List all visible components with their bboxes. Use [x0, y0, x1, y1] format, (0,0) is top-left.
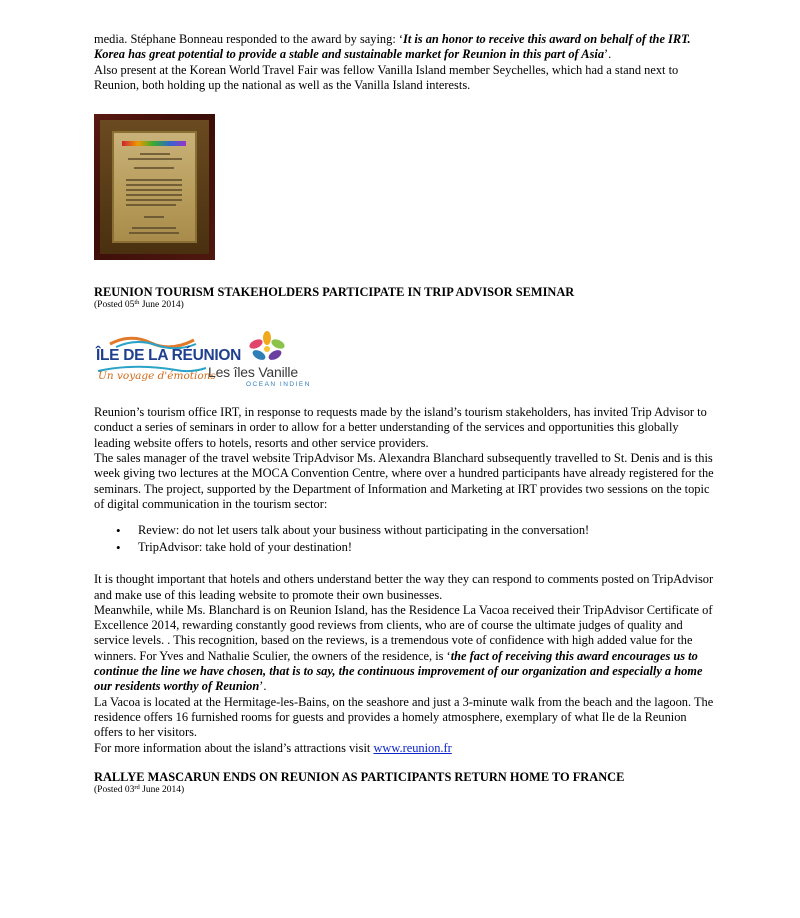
les-iles-vanille-logo: [208, 331, 326, 391]
article-posted-date: (Posted 03rd June 2014): [94, 783, 185, 795]
intro-quote: It is an honor to receive this award on behalf of the IRT. Korea has great potential to provide a stable and sustainable market for Reunion in this part of Asia: [94, 32, 691, 62]
plaque-frame: [100, 120, 209, 254]
seminar-sessions-list: [94, 522, 714, 556]
intro-seychelles-text: Also present at the Korean World Travel Fair was fellow Vanilla Island member Seychelles, which had a stand next to Reunion, both holding up the national as well as the Vanilla Island interests.: [94, 62, 679, 92]
list-item: • TripAdvisor: take hold of your destination!: [138, 539, 714, 556]
vanille-flower-icon: [242, 331, 292, 363]
partner-logos: [94, 331, 334, 391]
award-plaque-photo: [94, 114, 215, 260]
list-item: • Review: do not let users talk about your business without participating in the conversation!: [138, 522, 714, 539]
intro-quote-end: ’.: [604, 47, 612, 62]
reunion-logo-title: ÎLE DE LA RÉUNION: [96, 347, 242, 365]
reunion-website-link[interactable]: www.reunion.fr: [373, 740, 452, 755]
article-body-intro: Reunion’s tourism office IRT, in response to requests made by the island’s tourism stakeholders, has invited Trip Advisor to conduct a series of seminars in order to allow for a better understanding of the services and opportunities this globally leading website offers to hotels, resorts and other service providers. The sales manager of the travel website TripAdvisor Ms. Alexandra Blanchard subsequently travelled to St. Denis and is this week giving two lectures at the MOCA Convention Centre, where over a hundred participants have already registered for the seminars. The project, supported by the Department of Information and Marketing at IRT provides two sessions on the topic of digital communication in the tourism sector:: [94, 405, 714, 511]
document-page: [94, 32, 714, 796]
plaque-korean-heading: [122, 141, 186, 146]
award-plaque: [112, 131, 197, 243]
article-body-main: It is thought important that hotels and others understand better the way they can respond to comments posted on TripAdvisor and make use of this leading website to promote their own businesses. Meanwhile, while Ms. Blanchard is on Reunion Island, has the Residence La Vacoa received their TripAdvisor Certificate of Excellence 2014, rewarding constantly good reviews from clients, who are of course the ultimate judges of quality and service levels. . This recognition, based on the reviews, is a tremendous vote of confidence with high added value for the winners. For Yves and Nathalie Sculier, the owners of the residence, is ‘the fact of receiving this award encourages us to continue the line we have chosen, that is to say, the continuous improvement of our organization and especially a home our residents worthy of Reunion’. La Vacoa is located at the Hermitage-les-Bains, on the seashore and just a 3-minute walk from the beach and the lagoon. The residence offers 16 furnished rooms for guests and provides a homely atmosphere, exemplary of what Ile de la Reunion offers to her visitors. For more information about the island’s attractions visit www.reunion.fr: [94, 572, 714, 755]
vanille-logo-title: Les îles Vanille: [208, 364, 298, 381]
intro-text: media. Stéphane Bonneau responded to the award by saying: ‘: [94, 32, 403, 46]
reunion-logo-tagline: Un voyage d'émotions: [98, 370, 216, 383]
article-title: RALLYE MASCARUN ENDS ON REUNION AS PARTICIPANTS RETURN HOME TO FRANCE: [94, 769, 625, 784]
intro-paragraph: [94, 32, 714, 93]
article-title: REUNION TOURISM STAKEHOLDERS PARTICIPATE IN TRIP ADVISOR SEMINAR: [94, 285, 575, 300]
vanille-logo-subtitle: OCEAN INDIEN: [246, 381, 311, 389]
owners-quote: the fact of receiving this award encourages us to continue the line we have chosen, that is to say, the continuous improvement of our organization and especially a home our residents worthy of Reunion: [94, 648, 703, 694]
article-posted-date: (Posted 05th June 2014): [94, 299, 184, 311]
ile-de-la-reunion-logo: [96, 335, 242, 387]
